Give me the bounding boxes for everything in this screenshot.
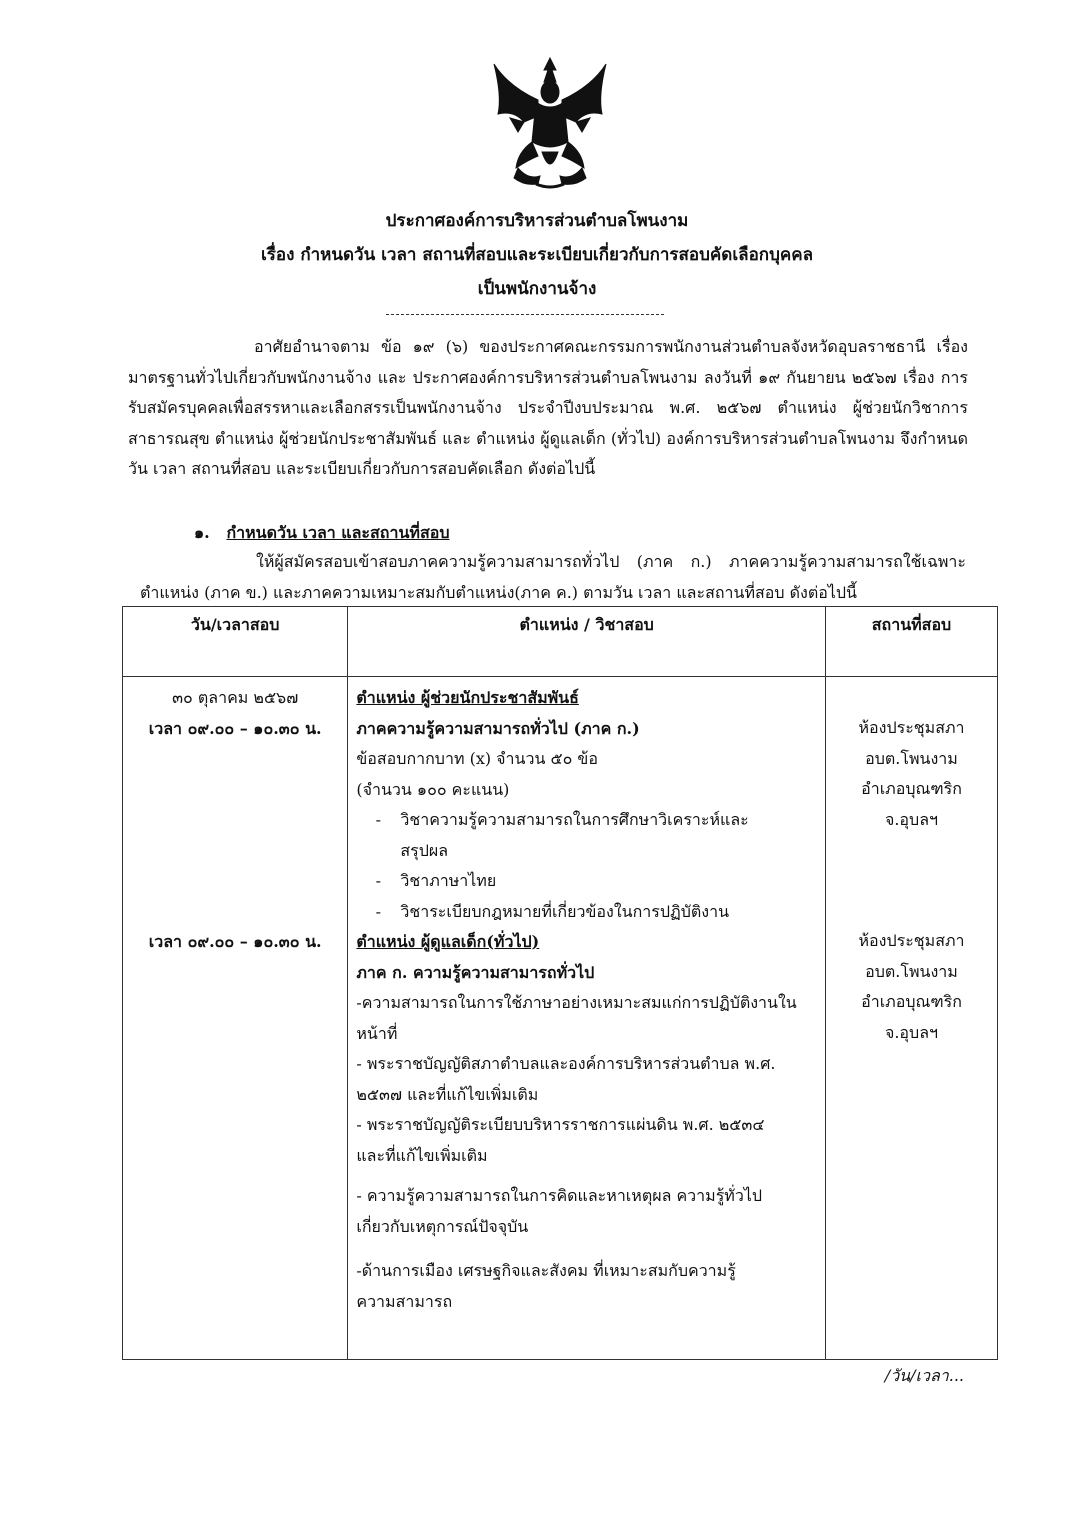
list-item: -ความสามารถในการใช้ภาษาอย่างเหมาะสมแก่การปฏิบัติงานใน	[356, 993, 797, 1012]
list-item: และที่แก้ไขเพิ่มเติม	[356, 1145, 488, 1165]
venue-1-line-4: จ.อุบลฯ	[884, 809, 938, 829]
list-item: - พระราชบัญญัติสภาตำบลและองค์การบริหารส่วนตำบล พ.ศ.	[356, 1054, 776, 1073]
list-item: - วิชาภาษาไทย	[375, 871, 497, 890]
exam-score: (จำนวน ๑๐๐ คะแนน)	[356, 779, 510, 799]
list-item: ๒๕๓๗ และที่แก้ไขเพิ่มเติม	[356, 1084, 539, 1104]
header-position-subject: ตำแหน่ง / วิชาสอบ	[348, 607, 826, 677]
exam-time-1: เวลา ๐๙.๐๐ – ๑๐.๓๐ น.	[148, 718, 322, 738]
table-row	[123, 677, 998, 1360]
part-a-title-2: ภาค ก. ความรู้ความสามารถทั่วไป	[356, 962, 595, 982]
venue-2-line-1: ห้องประชุมสภา	[858, 931, 965, 950]
announcement-title: ประกาศองค์การบริหารส่วนตำบลโพนงาม	[385, 211, 689, 231]
list-item: - วิชาความรู้ความสามารถในการศึกษาวิเคราะห์และ	[375, 810, 749, 829]
list-item: หน้าที่	[356, 1023, 398, 1043]
position-pr-assistant: ตำแหน่ง ผู้ช่วยนักประชาสัมพันธ์	[356, 688, 579, 707]
continuation-note: /วัน/เวลา...	[884, 1366, 964, 1385]
announcement-subject: เรื่อง กำหนดวัน เวลา สถานที่สอบและระเบียบเกี่ยวกับการสอบคัดเลือกบุคคล	[260, 245, 814, 265]
list-item: สรุปผล	[400, 840, 449, 860]
venue-1-line-2: อบต.โพนงาม	[865, 748, 958, 768]
position-subject-cell	[348, 677, 826, 1360]
table-header-row	[123, 607, 998, 677]
position-childcare: ตำแหน่ง ผู้ดูแลเด็ก(ทั่วไป)	[356, 932, 540, 951]
venue-2-line-4: จ.อุบลฯ	[884, 1022, 938, 1042]
section-1-title: กำหนดวัน เวลา และสถานที่สอบ	[226, 523, 450, 542]
list-item: - ความรู้ความสามารถในการคิดและหาเหตุผล ความรู้ทั่วไป	[356, 1186, 763, 1205]
venue-2-line-3: อำเภอบุณฑริก	[861, 992, 962, 1011]
header-venue: สถานที่สอบ	[825, 607, 997, 677]
venue-cell	[825, 677, 997, 1360]
part-a-title: ภาคความรู้ความสามารถทั่วไป (ภาค ก.)	[356, 718, 640, 738]
datetime-cell	[123, 677, 348, 1360]
section-1-heading	[194, 518, 449, 548]
exam-date: ๓๐ ตุลาคม ๒๕๖๗	[172, 688, 299, 707]
list-item: ความสามารถ	[356, 1291, 453, 1311]
announcement-subject-cont: เป็นพนักงานจ้าง	[477, 279, 597, 299]
header-datetime: วัน/เวลาสอบ	[123, 607, 348, 677]
list-item: -ด้านการเมือง เศรษฐกิจและสังคม ที่เหมาะสมกับความรู้	[356, 1261, 736, 1280]
exam-time-2: เวลา ๐๙.๐๐ – ๑๐.๓๐ น.	[148, 932, 322, 951]
section-1-number: ๑.	[194, 523, 210, 542]
title-divider	[386, 314, 664, 315]
venue-1-line-3: อำเภอบุณฑริก	[861, 779, 962, 798]
list-item: เกี่ยวกับเหตุการณ์ปัจจุบัน	[356, 1216, 529, 1236]
garuda-emblem-icon	[488, 56, 612, 190]
venue-2-line-2: อบต.โพนงาม	[865, 961, 958, 981]
exam-schedule-table	[122, 606, 998, 1360]
venue-1-line-1: ห้องประชุมสภา	[858, 718, 965, 737]
list-item: - วิชาระเบียบกฎหมายที่เกี่ยวข้องในการปฏิบัติงาน	[375, 901, 730, 921]
section-1-paragraph: ให้ผู้สมัครสอบเข้าสอบภาคความรู้ความสามารถทั่วไป (ภาค ก.) ภาคความรู้ความสามารถใช้เฉพาะตำแหน่ง (ภาค ข.) และภาคความเหมาะสมกับตำแหน่ง(ภาค ค.) ตามวัน เวลา และสถานที่สอบ ดังต่อไปนี้	[140, 552, 966, 602]
intro-paragraph: อาศัยอำนาจตาม ข้อ ๑๙ (๖) ของประกาศคณะกรรมการพนักงานส่วนตำบลจังหวัดอุบลราชธานี เรื่องมาตรฐานทั่วไปเกี่ยวกับพนักงานจ้าง และ ประกาศองค์การบริหารส่วนตำบลโพนงาม ลงวันที่ ๑๙ กันยายน ๒๕๖๗ เรื่อง การรับสมัครบุคคลเพื่อสรรหาและเลือกสรรเป็นพนักงานจ้าง ประจำปีงบประมาณ พ.ศ. ๒๕๖๗ ตำแหน่ง ผู้ช่วยนักวิชาการสาธารณสุข ตำแหน่ง ผู้ช่วยนักประชาสัมพันธ์ และ ตำแหน่ง ผู้ดูแลเด็ก (ทั่วไป) องค์การบริหารส่วนตำบลโพนงาม จึงกำหนดวัน เวลา สถานที่สอบ และระเบียบเกี่ยวกับการสอบคัดเลือก ดังต่อไปนี้	[128, 337, 969, 478]
exam-format: ข้อสอบกากบาท (x) จำนวน ๕๐ ข้อ	[356, 749, 598, 768]
list-item: - พระราชบัญญัติระเบียบบริหารราชการแผ่นดิน พ.ศ. ๒๕๓๔	[356, 1115, 765, 1134]
